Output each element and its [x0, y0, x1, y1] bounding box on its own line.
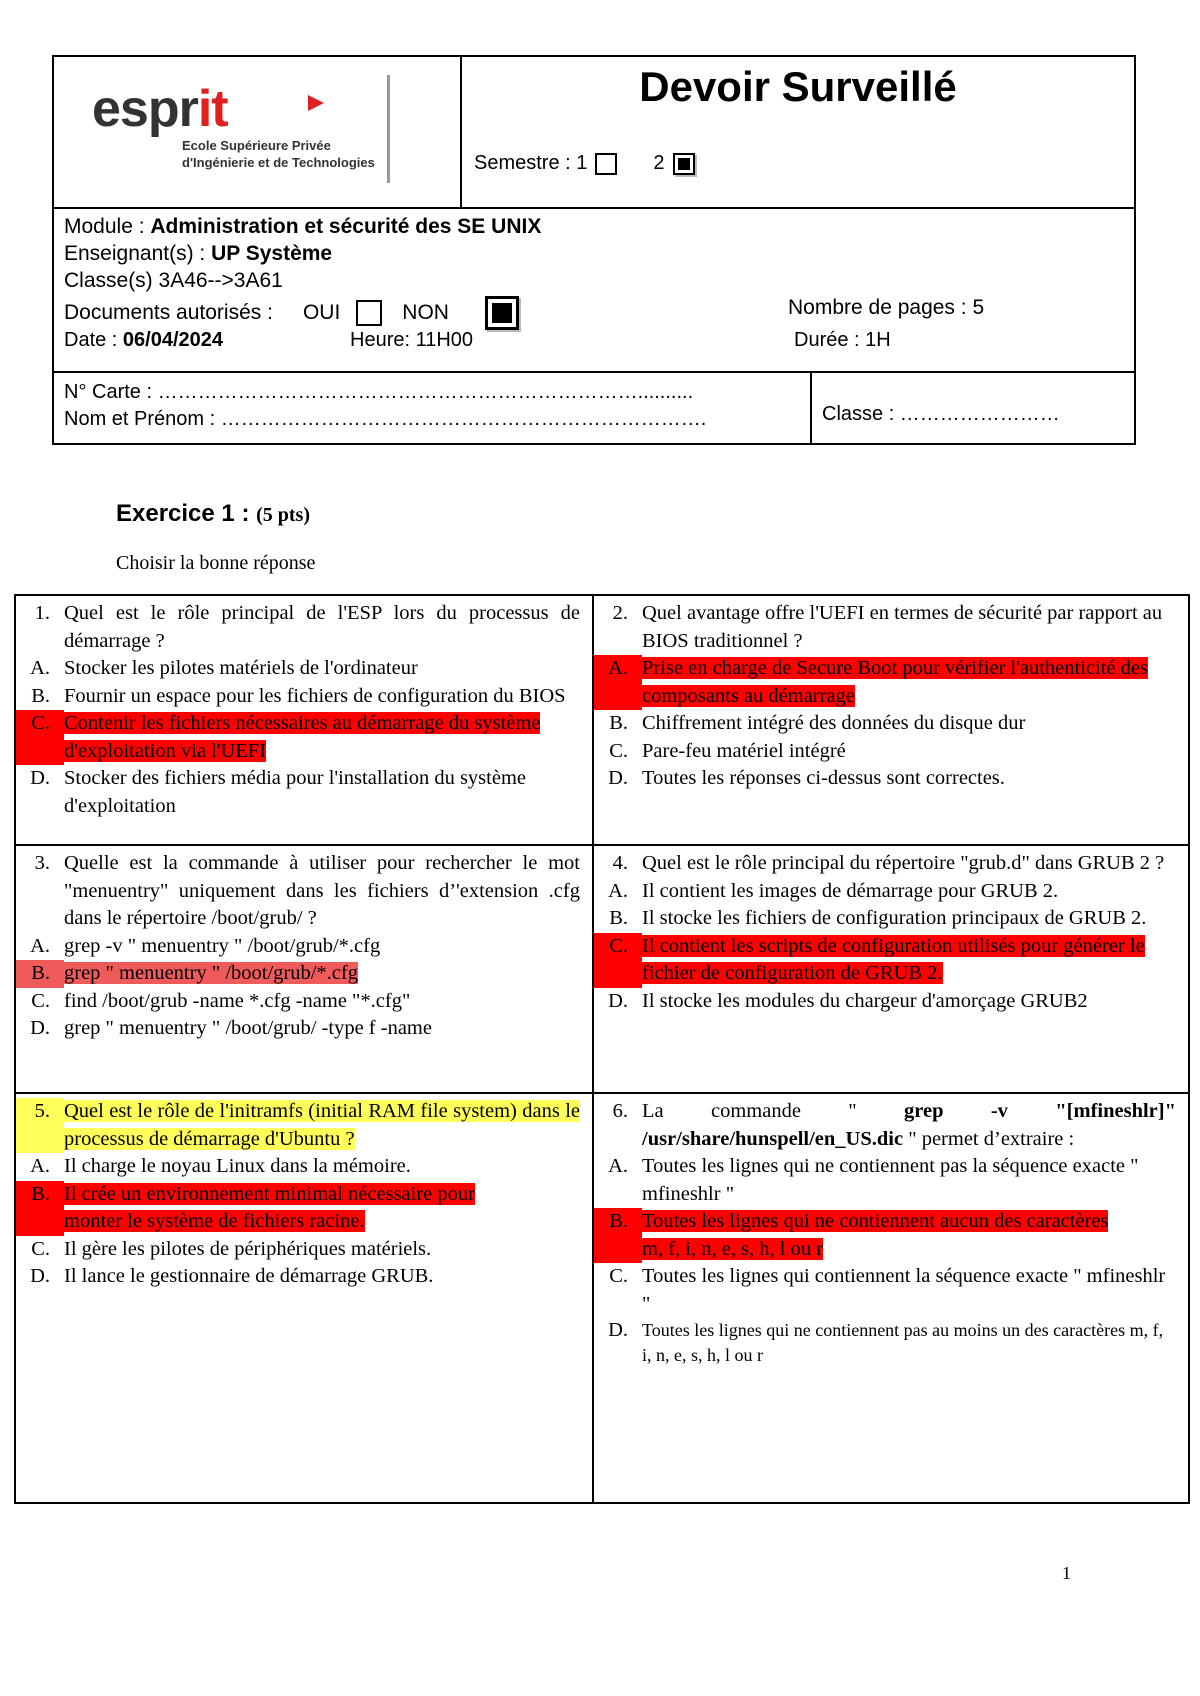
- heure-line: Heure: 11H00: [350, 329, 474, 351]
- semestre-2-label: 2: [653, 152, 665, 174]
- option-b-correct[interactable]: B. Toutes les lignes qui ne contiennent aucun des caractères m, f, i, n, e, s, h, l ou r: [594, 1208, 1176, 1263]
- option-d[interactable]: D. Il lance le gestionnaire de démarrage GRUB.: [30, 1265, 434, 1287]
- question-text: Quel avantage offre l'UEFI en termes de sécurité par rapport au BIOS traditionnel ?: [642, 602, 1163, 652]
- classes-line: Classe(s) 3A46-->3A61: [64, 269, 283, 292]
- exercise-title: Exercice 1 : (5 pts): [116, 500, 310, 527]
- exam-info: [54, 207, 1134, 371]
- question-6: 6. La commande " grep -v "[mfineshlr]" /usr/share/hunspell/en_US.dic " permet d’extraire : A. Toutes les lignes qui ne contiennent pas la séquence exacte " mfineshlr " B. Toutes les lignes qui ne contiennent aucun des caractères m, f, i, n, e, s, h, l ou r C. Toutes les lignes qui contiennent la séquence exacte " mfineshlr " D. Toutes les lignes qui ne contiennent pas au moins un des caractères m, f, i, n, e, s, h, l ou r: [594, 1094, 1188, 1368]
- option-b-correct[interactable]: B. Il crée un environnement minimal nécessaire pour monter le système de fichiers racine.: [16, 1181, 580, 1236]
- option-a[interactable]: A. Il contient les images de démarrage pour GRUB 2.: [608, 879, 1059, 902]
- module-line: Module : Administration et sécurité des SE UNIX: [64, 215, 542, 238]
- option-a[interactable]: A. Toutes les lignes qui ne contiennent pas la séquence exacte " mfineshlr ": [608, 1155, 1139, 1205]
- duree-line: Durée : 1H: [794, 329, 891, 351]
- documents-oui-checkbox[interactable]: [356, 300, 382, 326]
- option-c[interactable]: C. Pare-feu matériel intégré: [609, 739, 846, 762]
- semestre-1-checkbox[interactable]: [595, 153, 617, 175]
- question-3: 3. Quelle est la commande à utiliser pour rechercher le mot "menuentry" uniquement dans les fichiers d’'extension .cfg dans le répertoire /boot/grub/ ? A. grep -v " menuentry " /boot/grub/*.cfg B. grep " menuentry " /boot/grub/*.cfg C. find /boot/grub -name *.cfg -name "*.cfg" D. grep " menuentry " /boot/grub/ -type f -name: [16, 846, 592, 1043]
- question-text: La commande " grep -v "[mfineshlr]" /usr/share/hunspell/en_US.dic " permet d’extraire :: [642, 1100, 1176, 1150]
- questions-grid: [14, 594, 1190, 1504]
- option-c-correct[interactable]: C. Il contient les scripts de configuration utilisés pour générer le fichier de configuration de GRUB 2.: [594, 933, 1176, 988]
- exam-header: [52, 55, 1136, 445]
- option-b[interactable]: B. Fournir un espace pour les fichiers de configuration du BIOS: [31, 684, 566, 707]
- nb-pages-line: Nombre de pages : 5: [788, 296, 985, 319]
- question-text: Quel est le rôle de l'initramfs (initial RAM file system) dans le processus de démarrage d'Ubuntu ?: [64, 1100, 580, 1150]
- option-d[interactable]: D. Toutes les réponses ci-dessus sont correctes.: [608, 767, 1005, 789]
- nom-prenom-field[interactable]: Nom et Prénom : ……………………………………………………………….: [64, 408, 707, 430]
- option-d[interactable]: D. Il stocke les modules du chargeur d'amorçage GRUB2: [608, 989, 1088, 1012]
- logo-arrow-icon: [308, 95, 324, 111]
- semestre-2-checkbox[interactable]: [673, 153, 695, 175]
- option-a[interactable]: A. Il charge le noyau Linux dans la mémoire.: [30, 1155, 411, 1177]
- semestre-label: Semestre : 1: [474, 152, 588, 174]
- option-b[interactable]: B. Chiffrement intégré des données du disque dur: [609, 712, 1026, 734]
- question-5: 5. Quel est le rôle de l'initramfs (initial RAM file system) dans le processus de démarrage d'Ubuntu ? A. Il charge le noyau Linux dans la mémoire. B. Il crée un environnement minimal nécessaire pour monter le système de fichiers racine. C. Il gère les pilotes de périphériques matériels. D. Il lance le gestionnaire de démarrage GRUB.: [16, 1094, 592, 1291]
- student-class-cell: [812, 371, 1134, 443]
- option-c[interactable]: C. Il gère les pilotes de périphériques matériels.: [31, 1237, 432, 1260]
- option-b-correct[interactable]: B. grep " menuentry " /boot/grub/*.cfg: [16, 960, 580, 988]
- option-a[interactable]: A. Stocker les pilotes matériels de l'ordinateur: [30, 657, 418, 679]
- question-text: Quel est le rôle principal de l'ESP lors du processus de démarrage ?: [64, 602, 580, 652]
- title-cell: [462, 57, 1134, 207]
- question-4: 4. Quel est le rôle principal du répertoire "grub.d" dans GRUB 2 ? A. Il contient les images de démarrage pour GRUB 2. B. Il stocke les fichiers de configuration principaux de GRUB 2. C. Il contient les scripts de configuration utilisés pour générer le fichier de configuration de GRUB 2. D. Il stocke les modules du chargeur d'amorçage GRUB2: [594, 846, 1188, 1015]
- question-2: 2. Quel avantage offre l'UEFI en termes de sécurité par rapport au BIOS traditionnel ? A. Prise en charge de Secure Boot pour vérifier l'authenticité des composants au démarrage B. Chiffrement intégré des données du disque dur C. Pare-feu matériel intégré D. Toutes les réponses ci-dessus sont correctes.: [594, 596, 1188, 793]
- option-a[interactable]: A. grep -v " menuentry " /boot/grub/*.cfg: [30, 934, 381, 957]
- carte-field[interactable]: N° Carte : ………………………………………………………………..........: [64, 381, 694, 403]
- option-c[interactable]: C. Toutes les lignes qui contiennent la séquence exacte " mfineshlr ": [609, 1265, 1166, 1315]
- option-c[interactable]: C. find /boot/grub -name *.cfg -name "*.cfg": [31, 989, 411, 1012]
- option-d[interactable]: D. grep " menuentry " /boot/grub/ -type f -name: [30, 1017, 432, 1039]
- logo-cell: [54, 57, 462, 207]
- documents-non-checkbox[interactable]: [485, 296, 519, 330]
- exercise-instruction: Choisir la bonne réponse: [116, 552, 316, 574]
- documents-line: Documents autorisés : OUI NON: [64, 296, 519, 330]
- page-number: 1: [1062, 1563, 1071, 1583]
- option-d[interactable]: D. Stocker des fichiers média pour l'installation du système d'exploitation: [30, 767, 526, 817]
- question-1: 1. Quel est le rôle principal de l'ESP lors du processus de démarrage ? A. Stocker les pilotes matériels de l'ordinateur B. Fournir un espace pour les fichiers de configuration du BIOS C. Contenir les fichiers nécessaires au démarrage du système d'exploitation via l'UEFI D. Stocker des fichiers média pour l'installation du système d'exploitation: [16, 596, 592, 820]
- exam-title: Devoir Surveillé: [639, 63, 957, 110]
- option-d[interactable]: D. Toutes les lignes qui ne contiennent pas au moins un des caractères m, f, i, n, e, s, h, l ou r: [608, 1319, 1164, 1365]
- logo-subtitle: Ecole Supérieure Privée d'Ingénierie et de Technologies: [182, 138, 375, 170]
- semestre-selector: [474, 152, 695, 175]
- option-c-correct[interactable]: C. Contenir les fichiers nécessaires au démarrage du système d'exploitation via l'UEFI: [16, 710, 580, 765]
- esprit-logo: esprit: [92, 80, 228, 138]
- classe-field[interactable]: Classe : ……………………: [822, 403, 1060, 425]
- enseignant-line: Enseignant(s) : UP Système: [64, 242, 333, 265]
- question-text: Quelle est la commande à utiliser pour rechercher le mot "menuentry" uniquement dans les fichiers d’'extension .cfg dans le répertoire /boot/grub/ ?: [64, 852, 580, 929]
- date-line: Date : 06/04/2024: [64, 329, 224, 351]
- logo-divider: [387, 75, 390, 183]
- option-a-correct[interactable]: A. Prise en charge de Secure Boot pour vérifier l'authenticité des composants au démarrage: [594, 655, 1176, 710]
- question-text: Quel est le rôle principal du répertoire "grub.d" dans GRUB 2 ?: [642, 852, 1165, 874]
- student-id-cell: [54, 371, 812, 443]
- option-b[interactable]: B. Il stocke les fichiers de configuration principaux de GRUB 2.: [609, 907, 1147, 929]
